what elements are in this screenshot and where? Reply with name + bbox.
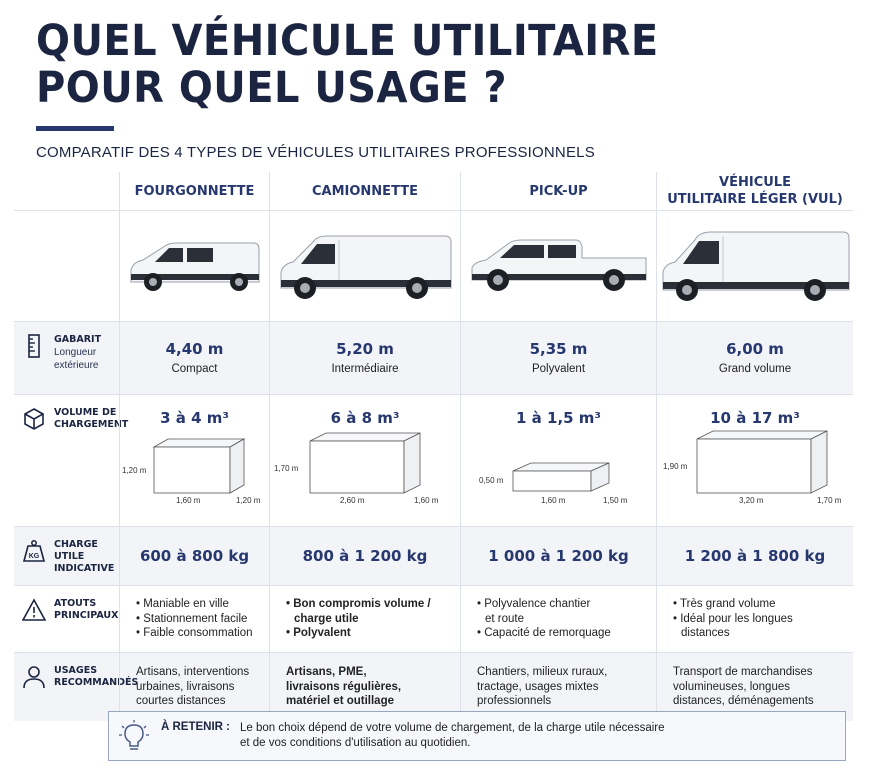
volume-value: 10 à 17 m³ — [710, 409, 800, 427]
volume-label: VOLUME DE — [54, 407, 117, 418]
gabarit-row: GABARIT Longueur extérieure 4,40 m Compact 5,20 m Intermédiaire 5,35 m Polyvalent 6,00 m Grand volume — [14, 322, 853, 395]
svg-text:1,20 m: 1,20 m — [122, 466, 147, 475]
charge-value: 800 à 1 200 kg — [302, 547, 428, 565]
cargo-box-diagram — [657, 427, 853, 507]
vul-image — [656, 211, 853, 321]
cargo-box-diagram — [461, 427, 657, 507]
volume-value: 6 à 8 m³ — [330, 409, 400, 427]
svg-text:2,60 m: 2,60 m — [340, 496, 365, 505]
list-item: • Stationnement facile — [136, 612, 248, 625]
retenir-label: À RETENIR : — [161, 721, 230, 733]
user-icon — [22, 665, 46, 689]
volume-value: 3 à 4 m³ — [160, 409, 229, 427]
page-title — [36, 18, 780, 112]
col-header-vul: VÉHICULE UTILITAIRE LÉGER (VUL) — [656, 172, 853, 210]
atouts-label: ATOUTS — [54, 598, 97, 609]
atouts-row: ATOUTS PRINCIPAUX • Maniable en ville • Stationnement facile • Faible consommation • Bon compromis volume / charge utile • Polyvalent • Polyvalence chantier et route • Capacité de remorquage • Très grand volume • Idéal pour les longues distances — [14, 586, 853, 653]
list-item: • Très grand volume — [673, 598, 776, 610]
list-item: charge utile — [294, 612, 359, 625]
warning-road-icon — [22, 598, 46, 622]
list-item: • Polyvalent — [286, 627, 351, 639]
charge-row: KG CHARGE UTILE INDICATIVE 600 à 800 kg 800 à 1 200 kg 1 000 à 1 200 kg 1 200 à 1 800 kg — [14, 527, 853, 586]
svg-text:1,20 m: 1,20 m — [236, 496, 261, 505]
retenir-text-line1: Le bon choix dépend de votre volume de chargement, de la charge utile nécessaire — [240, 722, 665, 734]
list-item: • Faible consommation — [136, 627, 253, 639]
list-item: • Idéal pour les longues — [673, 612, 793, 625]
svg-text:1,60 m: 1,60 m — [176, 496, 201, 505]
retenir-box — [108, 711, 846, 761]
charge-value: 600 à 800 kg — [139, 547, 250, 565]
gabarit-value: 4,40 m — [165, 340, 224, 358]
pickup-image — [460, 211, 656, 321]
svg-text:0,50 m: 0,50 m — [479, 476, 504, 485]
fourgonnette-image — [119, 211, 269, 321]
title-line-2: POUR QUEL USAGE ? — [36, 63, 508, 113]
page-subtitle: COMPARATIF DES 4 TYPES DE VÉHICULES UTILITAIRES PROFESSIONNELS — [36, 144, 595, 161]
cargo-box-diagram — [270, 427, 460, 507]
ruler-icon — [22, 334, 46, 358]
volume-row: VOLUME DE CHARGEMENT 3 à 4 m³ 1,20 m 1,60 m 1,20 m 6 à 8 m³ 1,70 m 2,60 m 1,60 m 1 à 1,5 m³ 0,50 m 1,60 m 1,50 m 10 à 17 m³ 1,90 m 3,20 m 1,70 m — [14, 395, 853, 527]
svg-text:1,90 m: 1,90 m — [663, 462, 688, 471]
col-header-camionnette: CAMIONNETTE — [269, 172, 460, 210]
list-item: • Bon compromis volume / — [286, 598, 431, 610]
comparison-table — [14, 172, 853, 721]
header-row — [14, 172, 853, 211]
svg-text:1,60 m: 1,60 m — [414, 496, 439, 505]
svg-text:1,60 m: 1,60 m — [541, 496, 566, 505]
gabarit-value: 5,35 m — [529, 340, 588, 358]
col-header-fourgonnette: FOURGONNETTE — [119, 172, 269, 210]
list-item: et route — [485, 612, 524, 625]
cargo-box-diagram — [120, 427, 270, 507]
charge-value: 1 200 à 1 800 kg — [684, 547, 826, 565]
gabarit-label: GABARIT — [54, 334, 102, 345]
col-header-pickup: PICK-UP — [460, 172, 656, 210]
list-item: • Maniable en ville — [136, 598, 229, 610]
gabarit-value: 6,00 m — [726, 340, 784, 358]
weight-icon — [22, 539, 46, 563]
lightbulb-icon — [119, 720, 149, 752]
usages-row: USAGES RECOMMANDÉS Artisans, interventions urbaines, livraisons courtes distances Artisans, PME, livraisons régulières, matériel et outillage Chantiers, milieux ruraux, tractage, usages mixtes professionnels Transport de marchandises volumineuses, longues distances, déménagements — [14, 653, 853, 721]
cube-icon — [22, 407, 46, 431]
svg-text:1,50 m: 1,50 m — [603, 496, 628, 505]
list-item: • Capacité de remorquage — [477, 627, 611, 639]
svg-text:KG: KG — [28, 553, 40, 560]
camionnette-image — [269, 211, 460, 321]
title-underline — [36, 126, 114, 131]
svg-text:3,20 m: 3,20 m — [739, 496, 764, 505]
charge-value: 1 000 à 1 200 kg — [488, 547, 629, 565]
svg-text:1,70 m: 1,70 m — [817, 496, 842, 505]
retenir-text-line2: et de vos conditions d'utilisation au quotidien. — [240, 737, 471, 749]
usages-label: USAGES — [54, 665, 98, 676]
vehicle-images-row — [14, 211, 853, 322]
svg-text:1,70 m: 1,70 m — [274, 464, 299, 473]
gabarit-value: 5,20 m — [336, 340, 394, 358]
list-item: distances — [681, 627, 730, 639]
volume-value: 1 à 1,5 m³ — [516, 409, 601, 427]
title-line-1: QUEL VÉHICULE UTILITAIRE — [36, 16, 659, 66]
list-item: • Polyvalence chantier — [477, 598, 591, 610]
charge-label: CHARGE UTILE — [54, 539, 98, 562]
